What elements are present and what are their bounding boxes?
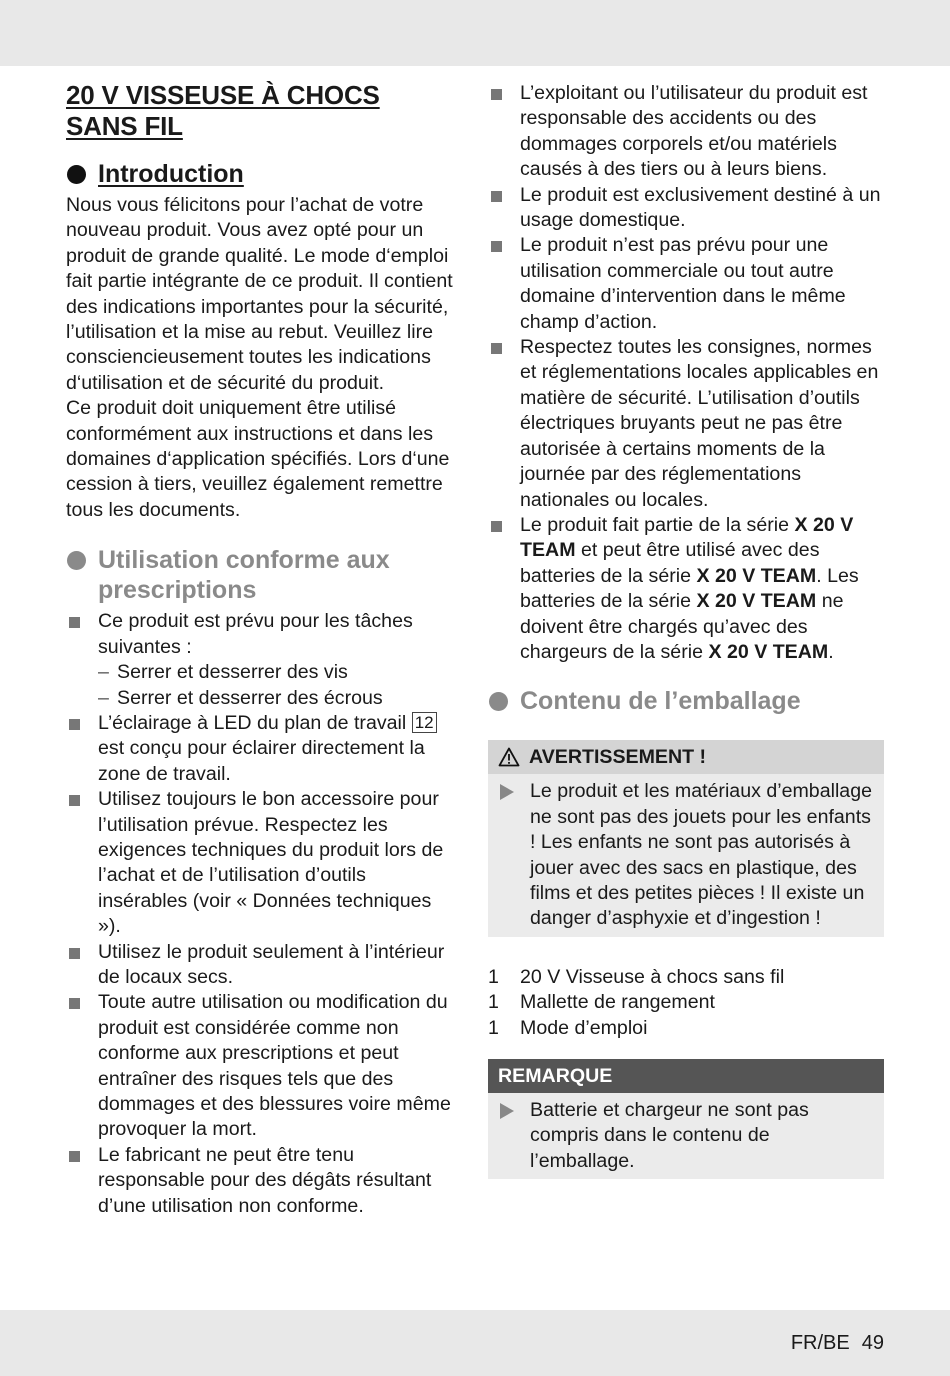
note-box <box>488 1059 884 1179</box>
series-name: X 20 V TEAM <box>696 590 817 613</box>
square-bullet-icon <box>491 241 502 252</box>
square-bullet-icon <box>69 948 80 959</box>
list-item <box>488 513 884 665</box>
item-quantity: 1 <box>488 991 499 1014</box>
list-item <box>488 335 884 513</box>
triangle-bullet-icon <box>500 784 514 800</box>
item-quantity: 1 <box>488 1016 499 1039</box>
warning-header <box>488 740 884 774</box>
usage-heading <box>66 545 458 605</box>
bullet-text: Le produit fait partie de la série <box>520 513 790 536</box>
bullet-text: . <box>828 640 834 663</box>
usage-heading-text: Utilisation conforme aux prescriptions <box>98 546 390 605</box>
list-item <box>488 81 884 183</box>
item-name: Mallette de rangement <box>520 991 715 1014</box>
dash-bullet: – <box>98 661 109 684</box>
sub-item-text: Serrer et desserrer des vis <box>117 661 348 684</box>
warning-text: Le produit et les matériaux d’emballage ne sont pas des jouets pour les enfants ! Les enfants ne sont pas autorisés à jouer avec des sacs en plastique, des films et des petites pièces ! Il existe un danger d’asphyxie et d’ingestion ! <box>530 780 873 930</box>
contents-heading-text: Contenu de l’emballage <box>520 687 801 716</box>
list-item <box>66 990 458 1142</box>
bullet-text: Respectez toutes les consignes, normes et réglementations locales applicables en matière de sécurité. L’utilisation d’outils électriques bruyants peut ne pas être autorisée à certains moments de la journée par des réglementations nationales ou locales. <box>520 336 879 511</box>
dash-bullet: – <box>98 686 109 709</box>
page-footer <box>791 1332 884 1355</box>
series-name: X 20 V TEAM <box>708 640 829 663</box>
part-reference-number: 12 <box>412 712 437 733</box>
intro-paragraph-2: Ce produit doit uniquement être utilisé conformément aux instructions et dans les domaines d‘application spécifiés. Lors d‘une cession à tiers, veuillez également remettre tous les documents. <box>66 397 450 521</box>
list-item <box>488 990 884 1015</box>
square-bullet-icon <box>69 998 80 1009</box>
warning-box <box>488 740 884 936</box>
usage-bullet-text: Le fabricant ne peut être tenu responsable pour des dégâts résultant d’une utilisation non conforme. <box>98 1143 432 1217</box>
usage-bullet-text: Toute autre utilisation ou modification du produit est considérée comme non conforme aux prescriptions et peut entraîner des risques tels que des dommages et des blessures voire même provoquer la mort. <box>98 991 451 1141</box>
square-bullet-icon <box>69 1151 80 1162</box>
section-bullet-icon <box>67 165 86 184</box>
warning-body <box>488 774 884 936</box>
square-bullet-icon <box>69 719 80 730</box>
list-item <box>488 1016 884 1041</box>
contents-heading <box>488 686 884 716</box>
list-item <box>66 940 458 991</box>
bullet-text: . Les batteries de la série <box>520 564 859 613</box>
list-item <box>66 711 458 787</box>
sub-list-item <box>98 660 458 685</box>
document-title: 20 V VISSEUSE À CHOCS SANS FIL <box>66 80 380 141</box>
intro-paragraph-1: Nous vous félicitons pour l’achat de votre nouveau produit. Vous avez opté pour un produit de grande qualité. Le mode d‘emploi fait partie intégrante de ce produit. Il contient des indications importantes pour la sécurité, l’utilisation et la mise au rebut. Veuillez lire consciencieusement toutes les indications d‘utilisation et de sécurité du produit. <box>66 194 453 394</box>
square-bullet-icon <box>491 191 502 202</box>
bullet-text: L’exploitant ou l’utilisateur du produit est responsable des accidents ou des dommages corporels et/ou matériels causés à des tiers ou à leurs biens. <box>520 82 868 181</box>
left-column <box>66 80 458 1219</box>
list-item <box>66 787 458 939</box>
list-item <box>488 965 884 990</box>
bullet-text: ne doivent être chargés qu’avec des chargeurs de la série <box>520 590 844 663</box>
usage-bullet-text: L’éclairage à LED du plan de travail <box>98 711 407 734</box>
bullet-text: Le produit n’est pas prévu pour une utilisation commerciale ou tout autre domaine d’intervention dans le même champ d’action. <box>520 234 846 333</box>
square-bullet-icon <box>491 89 502 100</box>
sub-list-item <box>98 686 458 711</box>
item-name: 20 V Visseuse à chocs sans fil <box>520 965 785 988</box>
list-item <box>66 609 458 711</box>
section-bullet-icon <box>489 692 508 711</box>
item-name: Mode d’emploi <box>520 1016 648 1039</box>
list-item <box>488 183 884 234</box>
right-column <box>488 81 884 1179</box>
square-bullet-icon <box>69 617 80 628</box>
item-quantity: 1 <box>488 965 499 988</box>
responsibility-bullet-list <box>488 81 884 665</box>
bullet-text: et peut être utilisé avec des batteries de la série <box>520 539 820 587</box>
warning-triangle-icon <box>498 747 520 767</box>
sub-item-text: Serrer et desserrer des écrous <box>117 686 383 709</box>
note-header: REMARQUE <box>488 1059 884 1093</box>
intro-heading-text: Introduction <box>98 160 244 188</box>
intro-heading <box>66 159 458 189</box>
page-number: 49 <box>861 1332 884 1354</box>
square-bullet-icon <box>69 795 80 806</box>
usage-bullet-list <box>66 609 458 1219</box>
package-contents-list <box>488 965 884 1041</box>
warning-title: AVERTISSEMENT ! <box>529 746 707 769</box>
header-band <box>0 0 950 66</box>
note-body <box>488 1093 884 1179</box>
note-text: Batterie et chargeur ne sont pas compris dans le contenu de l’emballage. <box>530 1099 809 1172</box>
language-code: FR/BE <box>790 1332 850 1354</box>
section-bullet-icon <box>67 551 86 570</box>
series-name: X 20 V TEAM <box>520 513 854 562</box>
square-bullet-icon <box>491 343 502 354</box>
list-item <box>488 233 884 335</box>
list-item <box>66 1143 458 1219</box>
usage-bullet-text: est conçu pour éclairer directement la zone de travail. <box>98 737 425 785</box>
square-bullet-icon <box>491 521 502 532</box>
usage-bullet-text: Utilisez toujours le bon accessoire pour l’utilisation prévue. Respectez les exigences techniques du produit lors de l’achat et de l’utilisation d’outils insérables (voir « Données techniques »). <box>98 788 444 938</box>
usage-bullet-text: Utilisez le produit seulement à l’intérieur de locaux secs. <box>98 940 445 988</box>
triangle-bullet-icon <box>500 1103 514 1119</box>
usage-bullet-text: Ce produit est prévu pour les tâches suivantes : <box>98 610 413 658</box>
bullet-text: Le produit est exclusivement destiné à un usage domestique. <box>520 183 881 232</box>
series-name: X 20 V TEAM <box>696 564 817 587</box>
